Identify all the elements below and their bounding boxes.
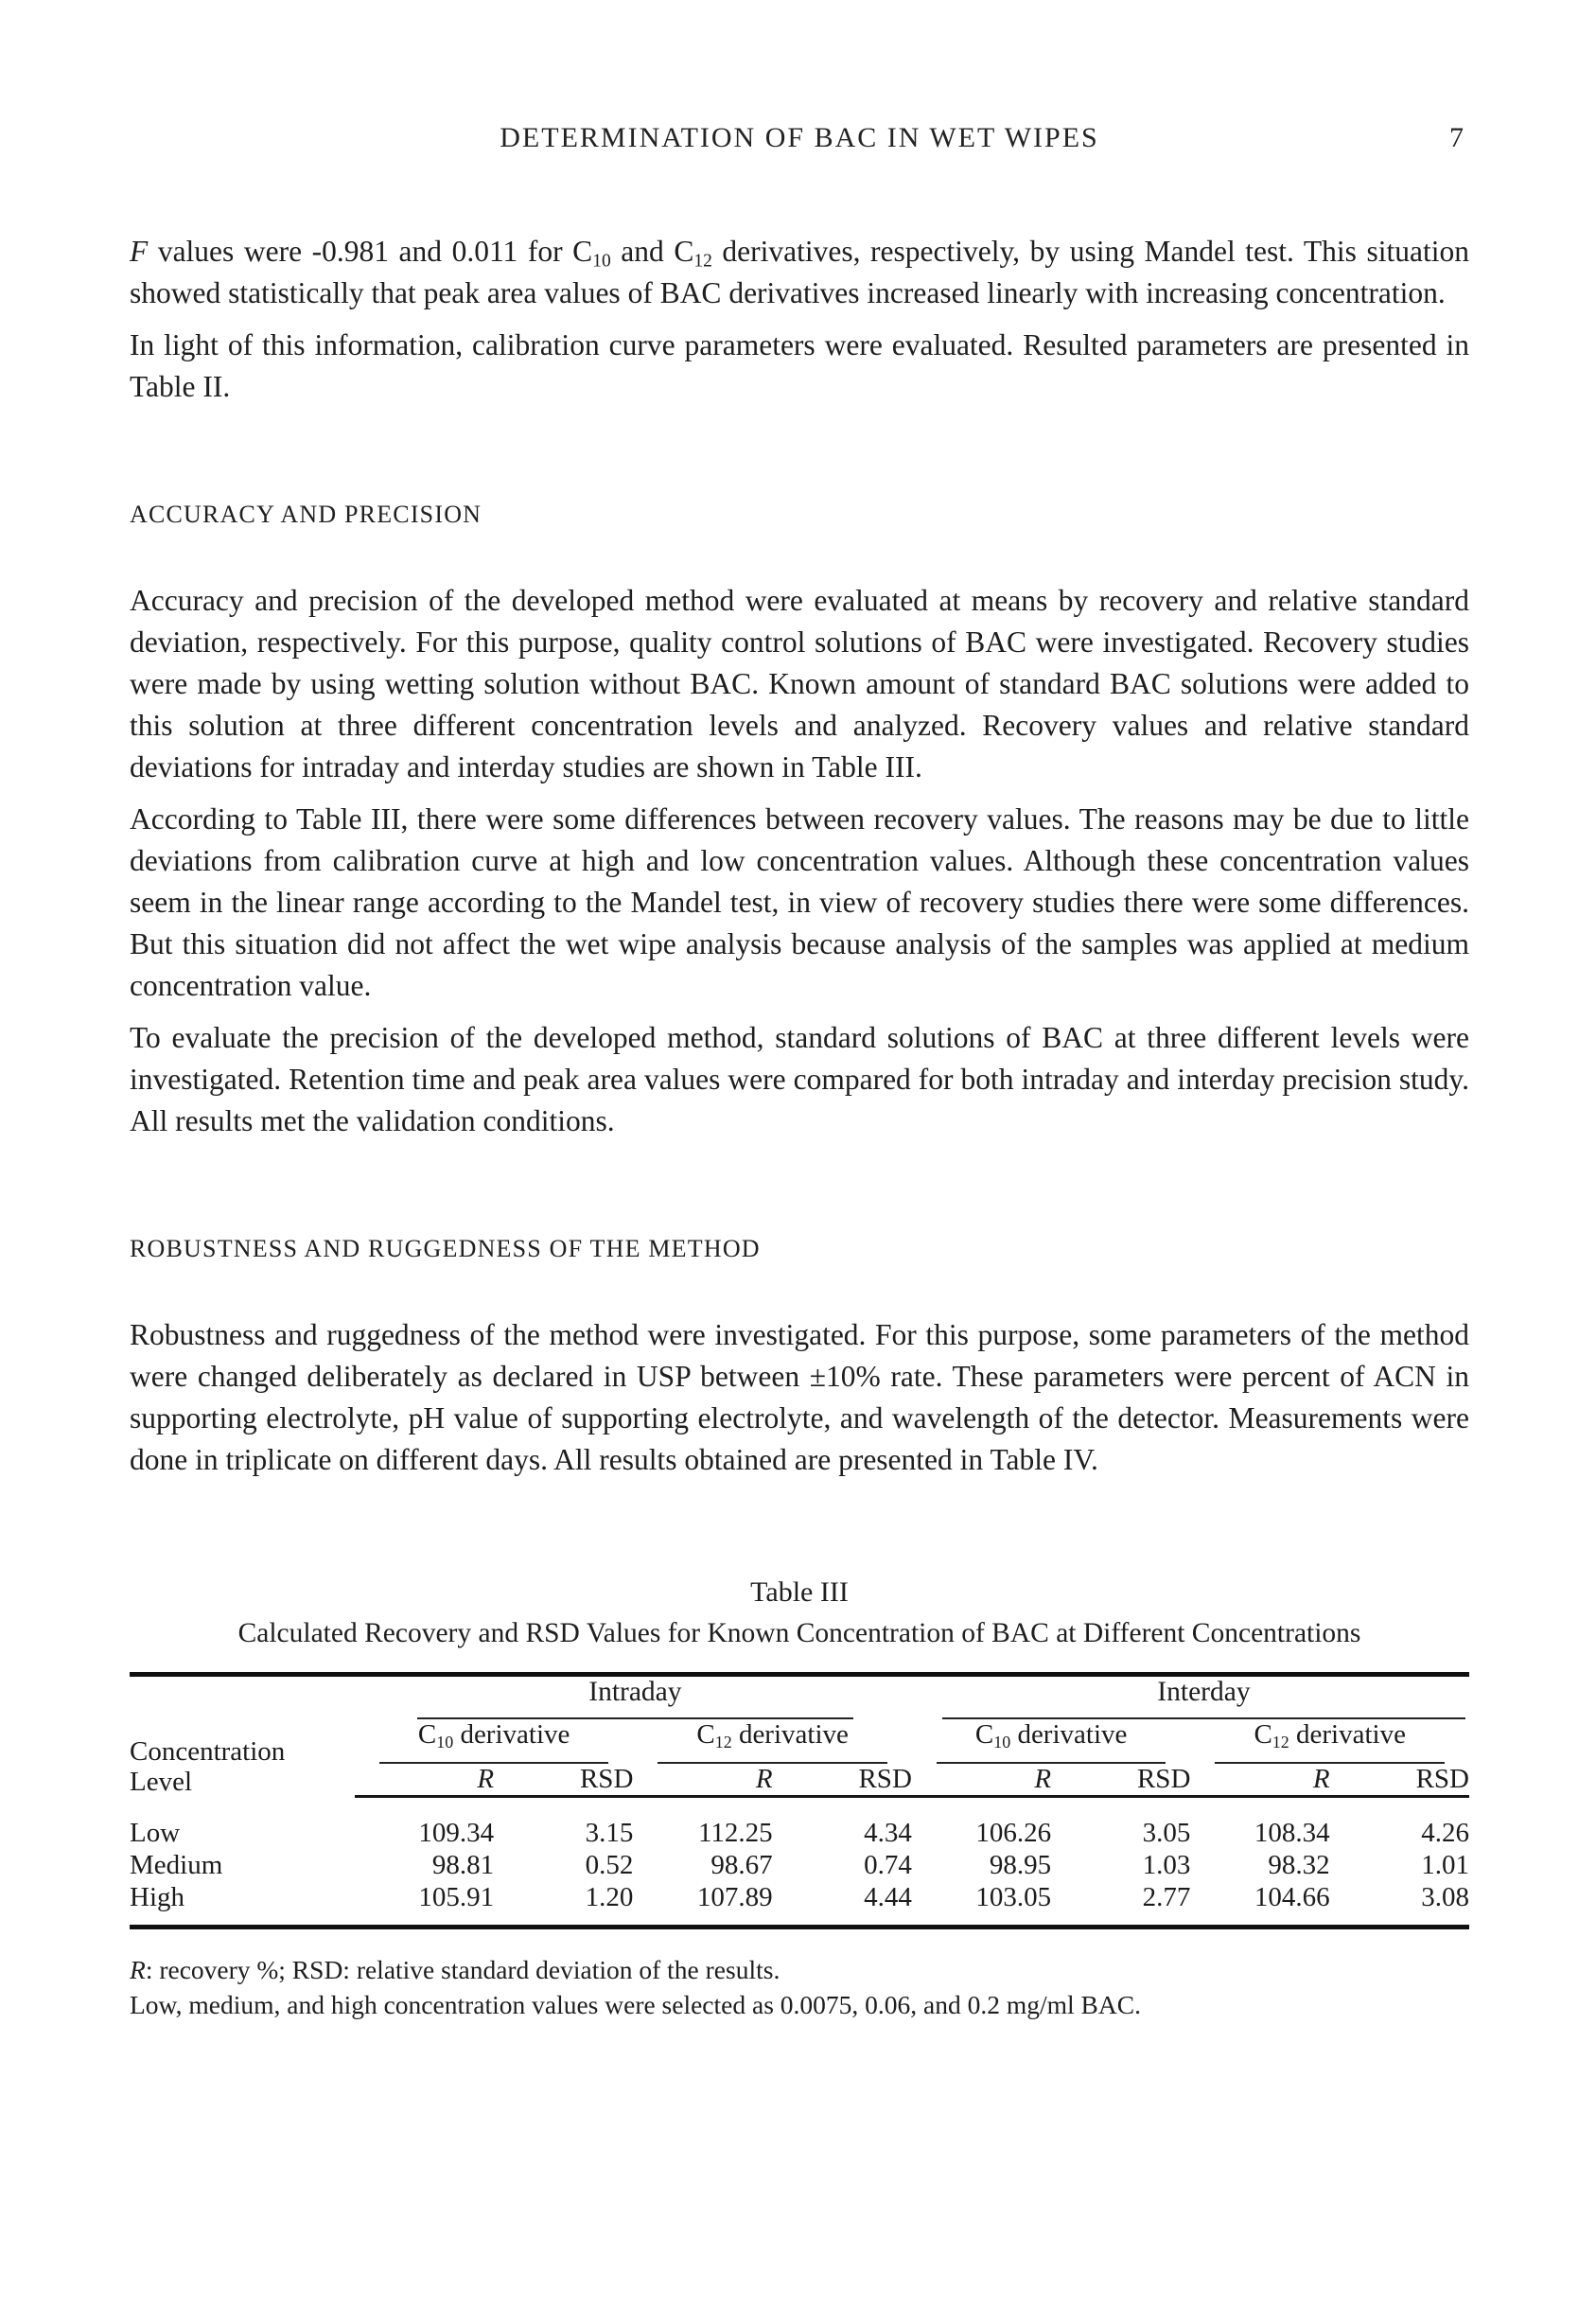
- value-cell: 107.89: [696, 1882, 773, 1912]
- paragraph-precision: To evaluate the precision of the developed method, standard solutions of BAC at three different levels were investigated. Retention time and peak area values were compared for both intraday and interday precision study. All results met the validation conditions.: [130, 1021, 1469, 1137]
- empty-cell: [130, 1675, 355, 1720]
- r-header: R: [477, 1764, 495, 1794]
- subscript-10: 10: [592, 251, 611, 272]
- derivative-header-cell: [355, 1719, 634, 1764]
- derivative-base: C: [974, 1719, 994, 1750]
- value-cell: 2.77: [1142, 1882, 1191, 1912]
- value-cell: 3.05: [1142, 1818, 1191, 1848]
- table-3-block: [130, 1575, 1469, 2022]
- value-cell: 98.32: [1268, 1850, 1330, 1880]
- level-cell: Low: [130, 1818, 181, 1848]
- value-cell: 4.44: [864, 1882, 912, 1912]
- value-cell: 4.34: [864, 1818, 912, 1848]
- stub-header-cell: [130, 1719, 355, 1797]
- value-cell: 108.34: [1254, 1818, 1330, 1848]
- value-cell: 98.81: [431, 1850, 495, 1880]
- derivative-base: C: [417, 1719, 437, 1750]
- derivative-rest: derivative: [731, 1719, 849, 1750]
- derivative-rest: derivative: [1289, 1719, 1406, 1750]
- body-copy: [130, 231, 1469, 2022]
- r-header-cell: [633, 1764, 772, 1797]
- level-cell: Medium: [130, 1850, 223, 1880]
- rsd-header-cell: RSD: [1330, 1764, 1469, 1797]
- derivative-header-row: [130, 1719, 1469, 1764]
- value-cell: 1.20: [585, 1882, 634, 1912]
- paragraph-calibration: In light of this information, calibration curve parameters were evaluated. Resulted parameters are presented in Table II.: [130, 328, 1469, 403]
- derivative-header-cell: [1190, 1719, 1469, 1764]
- table-row-high: [130, 1881, 1469, 1928]
- footnote-r-symbol: R: [130, 1955, 146, 1984]
- derivative-rest: derivative: [1010, 1719, 1128, 1750]
- section-heading-robustness: ROBUSTNESS AND RUGGEDNESS OF THE METHOD: [130, 1235, 761, 1262]
- value-cell: 103.05: [975, 1882, 1052, 1912]
- value-cell: 98.95: [989, 1850, 1052, 1880]
- paragraph-robustness: Robustness and ruggedness of the method were investigated. For this purpose, some parameters of the method were changed deliberately as declared in USP between ±10% rate. These parameters were percent of ACN in supporting electrolyte, pH value of supporting electrolyte, and wavelength of the detector. Measurements were done in triplicate on different days. All results obtained are presented in Table IV.: [130, 1318, 1469, 1476]
- derivative-header-cell: [633, 1719, 912, 1764]
- value-cell: 0.74: [864, 1850, 912, 1880]
- paragraph-f-values: [130, 231, 1469, 314]
- derivative-sub: 12: [714, 1733, 732, 1752]
- paragraph-text: derivatives, respectively, by using Mandel test. This situation showed statistically that peak area values of BAC derivatives increased linearly with increasing concentration.: [130, 235, 1469, 309]
- recovery-rsd-table: [130, 1672, 1469, 1929]
- f-symbol: F: [130, 235, 149, 268]
- stub-header-line2: Level: [130, 1766, 193, 1797]
- value-cell: 1.03: [1142, 1850, 1191, 1880]
- table-row-medium: [130, 1849, 1469, 1881]
- table-title: Table III: [750, 1576, 849, 1608]
- footnote-r-definition: [130, 1952, 1469, 1987]
- paragraph-recovery-differences: According to Table III, there were some differences between recovery values. The reasons may be due to little deviations from calibration curve at high and low concentration values. Although these concentration values seem in the linear range according to the Mandel test, in view of recovery studies there were some differences. But this situation did not affect the wet wipe analysis because analysis of the samples was applied at medium concentration value.: [130, 802, 1469, 1002]
- intraday-header: Intraday: [417, 1677, 853, 1719]
- page-number: 7: [1449, 122, 1464, 153]
- running-head: [130, 121, 1469, 155]
- r-header: R: [755, 1764, 773, 1794]
- running-head-title: DETERMINATION OF BAC IN WET WIPES: [500, 122, 1099, 153]
- derivative-sub: 10: [993, 1733, 1011, 1752]
- rsd-header-cell: RSD: [494, 1764, 633, 1797]
- paragraph-accuracy: Accuracy and precision of the developed method were evaluated at means by recovery and relative standard deviation, respectively. For this purpose, quality control solutions of BAC were investigated. Recovery studies were made by using wetting solution without BAC. Known amount of standard BAC solutions were added to this solution at three different concentration levels and analyzed. Recovery values and relative standard deviations for intraday and interday studies are shown in Table III.: [130, 584, 1469, 783]
- value-cell: 3.15: [585, 1818, 634, 1848]
- interday-group-cell: [912, 1675, 1469, 1720]
- r-header: R: [1034, 1764, 1052, 1794]
- derivative-base: C: [696, 1719, 715, 1750]
- value-cell: 4.26: [1421, 1818, 1469, 1848]
- r-header-cell: [1190, 1764, 1329, 1797]
- rsd-header-cell: RSD: [773, 1764, 912, 1797]
- interday-header: Interday: [942, 1677, 1465, 1719]
- derivative-base: C: [1254, 1719, 1272, 1750]
- value-cell: 105.91: [418, 1882, 495, 1912]
- r-header-cell: [355, 1764, 494, 1797]
- derivative-sub: 10: [436, 1733, 454, 1752]
- section-heading-accuracy: ACCURACY AND PRECISION: [130, 501, 482, 528]
- value-cell: 112.25: [697, 1818, 773, 1848]
- derivative-header-cell: [912, 1719, 1191, 1764]
- derivative-sub: 12: [1272, 1733, 1289, 1752]
- value-cell: 98.67: [710, 1850, 773, 1880]
- footnote-concentration-values: Low, medium, and high concentration values were selected as 0.0075, 0.06, and 0.2 mg/ml BAC.: [130, 1990, 1141, 2019]
- paragraph-text: and C: [610, 235, 694, 268]
- stub-header-line1: Concentration: [130, 1735, 286, 1767]
- value-cell: 0.52: [585, 1850, 634, 1880]
- r-header-cell: [912, 1764, 1051, 1797]
- paragraph-text: values were -0.981 and 0.011 for C: [148, 235, 593, 268]
- derivative-rest: derivative: [453, 1719, 570, 1750]
- table-subtitle: Calculated Recovery and RSD Values for Known Concentration of BAC at Different Concentrations: [237, 1618, 1361, 1648]
- value-cell: 3.08: [1421, 1882, 1469, 1912]
- rsd-header-cell: RSD: [1051, 1764, 1190, 1797]
- span-header-row: [130, 1675, 1469, 1720]
- r-header: R: [1312, 1764, 1330, 1794]
- level-cell: High: [130, 1882, 184, 1912]
- subscript-12: 12: [693, 251, 712, 272]
- intraday-group-cell: [355, 1675, 912, 1720]
- table-footnotes: [130, 1952, 1469, 2022]
- value-cell: 109.34: [418, 1818, 495, 1848]
- value-cell: 104.66: [1254, 1882, 1330, 1912]
- footnote-text: : recovery %; RSD: relative standard deviation of the results.: [145, 1955, 780, 1984]
- value-cell: 1.01: [1421, 1850, 1469, 1880]
- table-row-low: [130, 1797, 1469, 1850]
- value-cell: 106.26: [975, 1818, 1052, 1848]
